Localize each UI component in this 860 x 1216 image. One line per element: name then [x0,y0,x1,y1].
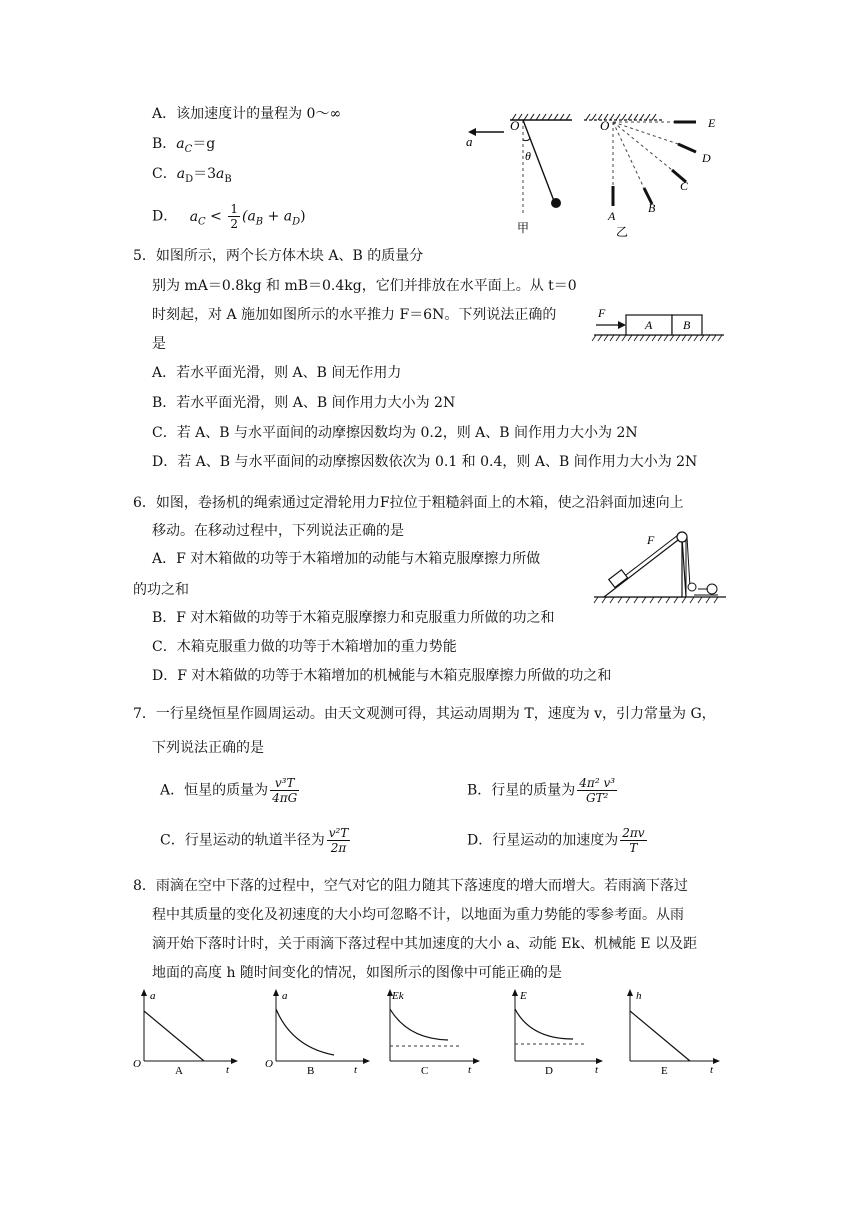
q4-figure-jia [460,108,580,238]
q8-stem-line1: 8．雨滴在空中下落的过程中，空气对它的阻力随其下落速度的增大而增大。若雨滴下落过 [133,878,688,894]
q7-b-fraction: $\frac{\text{4π² v³}}{\text{GT²}}$ [579,776,616,805]
q5-option-a: A．若水平面光滑，则 A、B 间无作用力 [152,365,402,381]
q8-graph-c-curve [390,1009,448,1040]
q4-option-d: D． $a_C$ < $\frac{1}{2}$ $(a_B + a_D)$ [152,202,306,231]
q4-yi-o: O [600,118,610,133]
q8-graph-c-ylabel: Ek [392,990,404,1002]
q7-option-d: D．行星运动的加速度为 $\frac{2\pi v}{T}$ [467,826,645,855]
q8-graph-a-origin: O [133,1058,141,1070]
q4-option-c: C．$a_D=3a_B$ [152,166,232,185]
q4-yi-c: C [680,179,689,193]
q8-graph-d-caption: D [545,1065,553,1077]
q5-option-d: D．若 A、B 与水平面间的动摩擦因数依次为 0.1 和 0.4，则 A、B 间作用力大小为 2N [152,454,698,470]
q7-d-fraction: $\frac{2\pi v}{T}$ [622,826,645,855]
q5-stem-line4: 是 [152,336,166,352]
q8-graph-b-xlabel: t [354,1064,358,1076]
q4-figure-yi [578,108,728,243]
q4-jia-o: O [510,118,520,133]
q6-option-a-line1: A．F 对木箱做的功等于木箱增加的动能与木箱克服摩擦力所做 [152,551,541,567]
q4-yi-a: A [608,209,616,223]
q6-fig-f: F [647,533,655,547]
q8-graph-c-caption: C [421,1065,429,1077]
q8-graph-a-ylabel: a [150,990,156,1002]
q4-jia-theta: θ [525,149,531,163]
q7-option-a: A．恒星的质量为 $\frac{\text{v³T}}{4\pi G}$ [160,776,298,805]
q8-graph-b-ylabel: a [282,990,288,1002]
q8-graph-b-curve [276,1009,334,1055]
q8-graph-d-xlabel: t [595,1064,599,1076]
q6-option-a-line2: 的功之和 [133,582,189,598]
q8-graph-b-origin: O [265,1058,273,1070]
q8-graph-e [618,985,730,1077]
q8-stem-line4: 地面的高度 h 随时间变化的情况，如图所示的图像中可能正确的是 [152,965,562,981]
q7-stem-line2: 下列说法正确的是 [152,740,264,756]
q4-yi-d: D [702,151,711,165]
q4-yi-b: B [648,201,656,215]
q8-graph-d [503,985,611,1077]
q8-graph-b-caption: B [307,1065,315,1077]
q8-graph-c [378,985,490,1077]
q6-figure-incline [590,525,730,605]
q5-fig-f: F [598,306,606,320]
q8-stem-line3: 滴开始下落时计时，关于雨滴下落过程中其加速度的大小 a、动能 Ek、机械能 E 以及距 [152,936,698,952]
q7-a-fraction: $\frac{\text{v³T}}{4\pi G}$ [272,776,298,805]
q6-option-b: B．F 对木箱做的功等于木箱克服摩擦力和克服重力所做的功之和 [152,610,555,626]
q5-option-b: B．若水平面光滑，则 A、B 间作用力大小为 2N [152,395,456,411]
q8-graph-d-ylabel: E [520,990,527,1002]
q8-graph-e-caption: E [661,1065,668,1077]
q8-stem-line2: 程中其质量的变化及初速度的大小均可忽略不计，以地面为重力势能的零参考面。从雨 [152,907,684,923]
q5-stem-line3: 时刻起，对 A 施加如图所示的水平推力 F＝6N。下列说法正确的 [152,307,557,323]
q8-graph-a-curve [144,1011,204,1061]
q5-stem-line2: 别为 mA＝0.8kg 和 mB＝0.4kg，它们并排放在水平面上。从 t＝0 [152,278,577,294]
q6-stem-line2: 移动。在移动过程中，下列说法正确的是 [152,523,404,539]
q4-yi-e: E [708,116,716,130]
q8-graph-a-caption: A [175,1065,183,1077]
q8-graph-d-curve [515,1009,573,1039]
q6-stem-line1: 6．如图，卷扬机的绳索通过定滑轮用力F拉位于粗糙斜面上的木箱，使之沿斜面加速向上 [133,495,684,511]
q7-option-b: B．行星的质量为 $\frac{\text{4π² v³}}{\text{GT²}}$ [467,776,616,805]
q5-option-c: C．若 A、B 与水平面间的动摩擦因数均为 0.2，则 A、B 间作用力大小为 2N [152,425,638,441]
q4-option-a: A．该加速度计的量程为 0～∞ [152,106,342,122]
q8-graph-b [262,985,374,1077]
q8-graph-c-xlabel: t [468,1064,472,1076]
q7-option-c: C．行星运动的轨道半径为 $\frac{\text{v²T}}{2\pi}$ [160,826,349,855]
q8-graph-e-ylabel: h [636,990,642,1002]
q4-jia-a: a [466,134,473,149]
q5-stem-line1: 5．如图所示，两个长方体木块 A、B 的质量分 [133,248,424,264]
q8-graph-a [130,985,242,1077]
q5-fig-b: B [683,318,691,332]
q5-fig-a: A [645,318,653,332]
q8-graph-a-xlabel: t [226,1064,230,1076]
q6-option-c: C．木箱克服重力做的功等于木箱增加的重力势能 [152,639,457,655]
q7-c-fraction: $\frac{\text{v²T}}{2\pi}$ [328,826,349,855]
q7-stem-line1: 7．一行星绕恒星作圆周运动。由天文观测可得，其运动周期为 T，速度为 v，引力常量为 G， [133,706,716,722]
q6-option-d: D．F 对木箱做的功等于木箱增加的机械能与木箱克服摩擦力所做的功之和 [152,668,612,684]
q4-d-fraction: $\frac{1}{2}$ [230,202,238,231]
q4-option-b: B．$a_C=g$ [152,136,216,155]
q4-yi-caption: 乙 [616,225,629,239]
q8-graph-e-curve [630,1011,690,1061]
q4-jia-caption: 甲 [517,221,530,235]
q8-graph-e-xlabel: t [710,1064,714,1076]
q5-figure-blocks [588,304,728,350]
